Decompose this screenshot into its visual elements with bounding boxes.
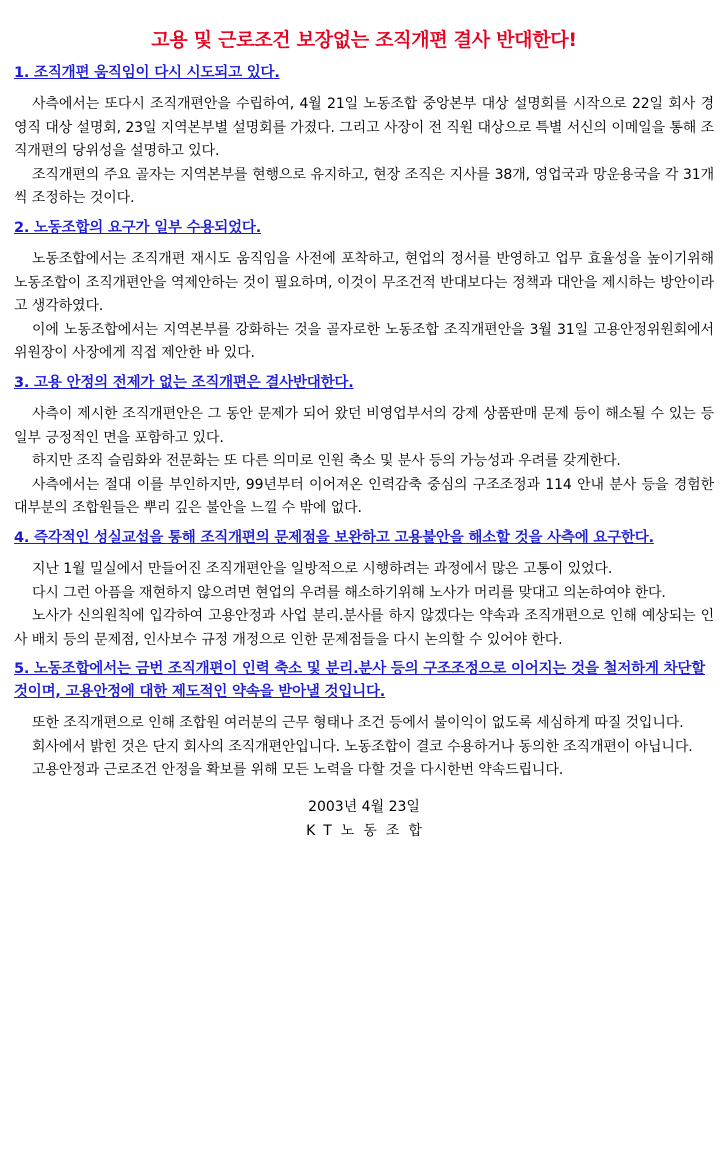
section-4-paragraph-2: 다시 그런 아픔을 재현하지 않으려면 현업의 우려를 해소하기위해 노사가 머리를 맞대고 의논하여야 한다. — [32, 584, 666, 601]
section-3-paragraph-2: 하지만 조직 슬림화와 전문화는 또 다른 의미로 인원 축소 및 분사 등의 가능성과 우려를 갖게한다. — [32, 453, 621, 470]
section-3-paragraph-1: 사측이 제시한 조직개편안은 그 동안 문제가 되어 왔던 비영업부서의 강제 상품판매 문제 등이 해소될 수 있는 등 일부 긍정적인 면을 포함하고 있다. — [14, 405, 714, 446]
section-1-paragraph-1: 사측에서는 또다시 조직개편안을 수립하여, 4월 21일 노동조합 중앙본부 대상 설명회를 시작으로 22일 회사 경영직 대상 설명회, 23일 지역본부별 설명회를 가졌다. 그리고 사장이 전 직원 대상으로 특별 서신의 이메일을 통해 조직개편의 당위성을 설명하고 있다. — [14, 96, 714, 160]
section-1 — [14, 62, 714, 211]
document-date: 2003년 4월 23일 — [308, 799, 420, 816]
section-5-paragraph-2: 회사에서 밝힌 것은 단지 회사의 조직개편안입니다. 노동조합이 결코 수용하거나 동의한 조직개편이 아닙니다. — [32, 738, 693, 755]
section-3-paragraph-3: 사측에서는 절대 이를 부인하지만, 99년부터 이어져온 인력감축 중심의 구조조정과 114 안내 분사 등을 경험한 대부분의 조합원들은 뿌리 깊은 불안을 느낄 수 밖에 없다. — [14, 476, 714, 517]
section-5-heading: 5. 노동조합에서는 금번 조직개편이 인력 축소 및 분리.분사 등의 구조조정으로 이어지는 것을 철저하게 차단할 것이며, 고용안정에 대한 제도적인 약속을 받아낼 것입니다. — [14, 661, 706, 701]
section-5-paragraph-3: 고용안정과 근로조건 안정을 확보를 위해 모든 노력을 다할 것을 다시한번 약속드립니다. — [32, 762, 564, 779]
organization-name: KT노동조합 — [306, 823, 431, 840]
section-4-paragraph-1: 지난 1월 밀실에서 만들어진 조직개편안을 일방적으로 시행하려는 과정에서 많은 고통이 있었다. — [32, 560, 613, 577]
section-2-paragraph-1: 노동조합에서는 조직개편 재시도 움직임을 사전에 포착하고, 현업의 정서를 반영하고 업무 효율성을 높이기위해 노동조합이 조직개편안을 역제안하는 것이 필요하며, 이것이 무조건적 반대보다는 정책과 대안을 제시하는 방안이라고 생각하였다. — [14, 250, 714, 315]
section-4 — [14, 527, 714, 652]
section-4-heading: 4. 즉각적인 성실교섭을 통해 조직개편의 문제점을 보완하고 고용불안을 해소할 것을 사측에 요구한다. — [14, 529, 654, 546]
section-1-paragraph-2: 조직개편의 주요 골자는 지역본부를 현행으로 유지하고, 현장 조직은 지사를 38개, 영업국과 망운용국을 각 31개씩 조정하는 것이다. — [14, 166, 714, 207]
document-footer — [14, 795, 714, 843]
section-2-heading: 2. 노동조합의 요구가 일부 수용되었다. — [14, 219, 262, 236]
section-4-paragraph-3: 노사가 신의원칙에 입각하여 고용안정과 사업 분리.분사를 하지 않겠다는 약속과 조직개편으로 인해 예상되는 인사 배치 등의 문제점, 인사보수 규정 개정으로 인한 문제점들을 다시 논의할 수 있어야 한다. — [14, 608, 714, 648]
section-5-paragraph-1: 또한 조직개편으로 인해 조합원 여러분의 근무 형태나 조건 등에서 불이익이 없도록 세심하게 따질 것입니다. — [32, 715, 684, 732]
section-2 — [14, 217, 714, 366]
section-1-heading: 1. 조직개편 움직임이 다시 시도되고 있다. — [14, 65, 280, 81]
section-5 — [14, 658, 714, 783]
section-3 — [14, 372, 714, 521]
section-3-heading: 3. 고용 안정의 전제가 없는 조직개편은 결사반대한다. — [14, 374, 354, 391]
section-2-paragraph-2: 이에 노동조합에서는 지역본부를 강화하는 것을 골자로한 노동조합 조직개편안을 3월 31일 고용안정위원회에서 위원장이 사장에게 직접 제안한 바 있다. — [14, 321, 714, 362]
document-title: 고용 및 근로조건 보장없는 조직개편 결사 반대한다! — [151, 29, 577, 51]
